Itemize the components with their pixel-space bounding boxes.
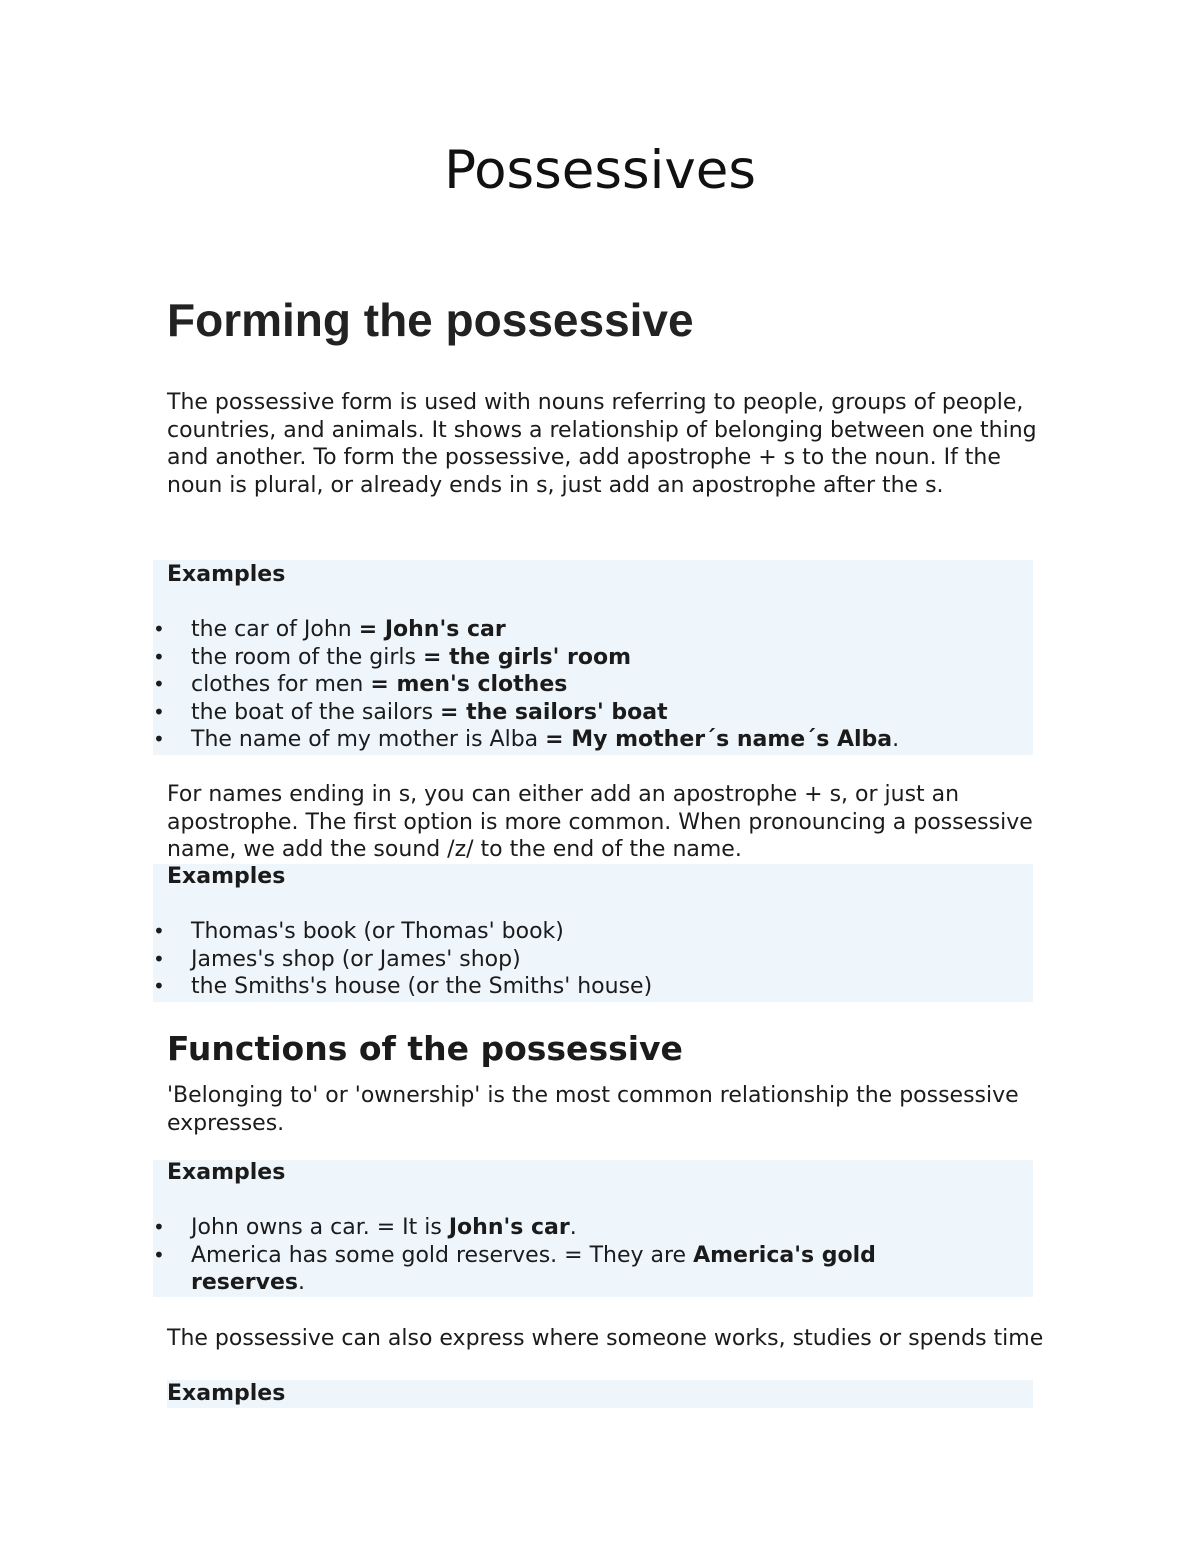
- example-bold: John's car: [384, 617, 506, 642]
- example-text: the Smiths's house (or the Smiths' house): [191, 974, 653, 999]
- list-item: [153, 918, 933, 946]
- examples-label: Examples: [167, 1160, 286, 1185]
- names-note-paragraph: For names ending in s, you can either add an apostrophe + s, or just an apostrophe. The first option is more common. When pronouncing a possessive name, we add the sound /z/ to the end of the name.: [167, 782, 1033, 862]
- example-plain: John owns a car. = It is: [191, 1215, 449, 1240]
- list-item: [153, 671, 933, 699]
- bullet-icon: •: [153, 946, 165, 971]
- example-text: James's shop (or James' shop): [191, 946, 521, 972]
- bullet-icon: •: [153, 919, 165, 943]
- list-item: [153, 644, 933, 672]
- list-item: [153, 946, 933, 974]
- example-tail: .: [298, 1270, 305, 1295]
- example-text: Thomas's book (or Thomas' book): [191, 919, 564, 944]
- example-bold: the sailors' boat: [466, 699, 668, 725]
- examples-box: [167, 1380, 1033, 1408]
- example-plain: the boat of the sailors: [191, 699, 441, 725]
- list-item: [153, 699, 933, 727]
- list-item: [153, 1214, 933, 1242]
- section-heading-forming: Forming the possessive: [167, 294, 694, 346]
- example-plain: America has some gold reserves. = They are: [191, 1242, 694, 1268]
- list-item: [153, 616, 933, 644]
- bullet-icon: •: [153, 727, 165, 751]
- example-equals: =: [370, 672, 397, 697]
- example-plain: the car of John: [191, 617, 359, 642]
- bullet-icon: •: [153, 644, 165, 669]
- functions-intro-paragraph: 'Belonging to' or 'ownership' is the most common relationship the possessive expresses.: [167, 1083, 1019, 1136]
- bullet-icon: •: [153, 1242, 165, 1267]
- examples-label: Examples: [167, 1381, 286, 1406]
- example-equals: =: [358, 617, 385, 642]
- examples-label: Examples: [167, 562, 286, 587]
- bullet-icon: •: [153, 1215, 165, 1239]
- example-bold: My mother´s name´s Alba: [571, 727, 893, 752]
- example-equals: =: [545, 727, 572, 752]
- example-tail: .: [569, 1215, 577, 1240]
- example-equals: =: [440, 699, 467, 725]
- examples-label: Examples: [167, 864, 286, 889]
- bullet-icon: •: [153, 699, 165, 724]
- examples-list: [153, 918, 933, 1001]
- document-title: Possessives: [444, 140, 756, 201]
- example-bold: men's clothes: [396, 672, 568, 697]
- example-plain: the room of the girls: [191, 644, 423, 670]
- forming-intro-paragraph: The possessive form is used with nouns referring to people, groups of people, countries, and animals. It shows a relationship of belonging between one thing and another. To form the possessive, add apostrophe + s to the noun. If the noun is plural, or already ends in s, just add an apostrophe after the s.: [167, 390, 1037, 498]
- examples-list: [153, 616, 933, 754]
- bullet-icon: •: [153, 617, 165, 641]
- works-note-paragraph: The possessive can also express where someone works, studies or spends time: [167, 1326, 1044, 1351]
- list-item: [153, 973, 933, 1001]
- example-equals: =: [423, 644, 450, 670]
- list-item: [153, 726, 933, 754]
- examples-list: [153, 1214, 933, 1297]
- example-bold: America's gold reserves: [191, 1242, 876, 1295]
- bullet-icon: •: [153, 974, 165, 998]
- example-plain: The name of my mother is Alba: [191, 727, 546, 752]
- list-item: [153, 1242, 933, 1297]
- example-bold: the girls' room: [449, 644, 632, 670]
- example-plain: clothes for men: [191, 672, 371, 697]
- example-tail: .: [892, 727, 900, 752]
- section-heading-functions: Functions of the possessive: [167, 1029, 683, 1068]
- example-bold: John's car: [448, 1215, 570, 1240]
- bullet-icon: •: [153, 672, 165, 696]
